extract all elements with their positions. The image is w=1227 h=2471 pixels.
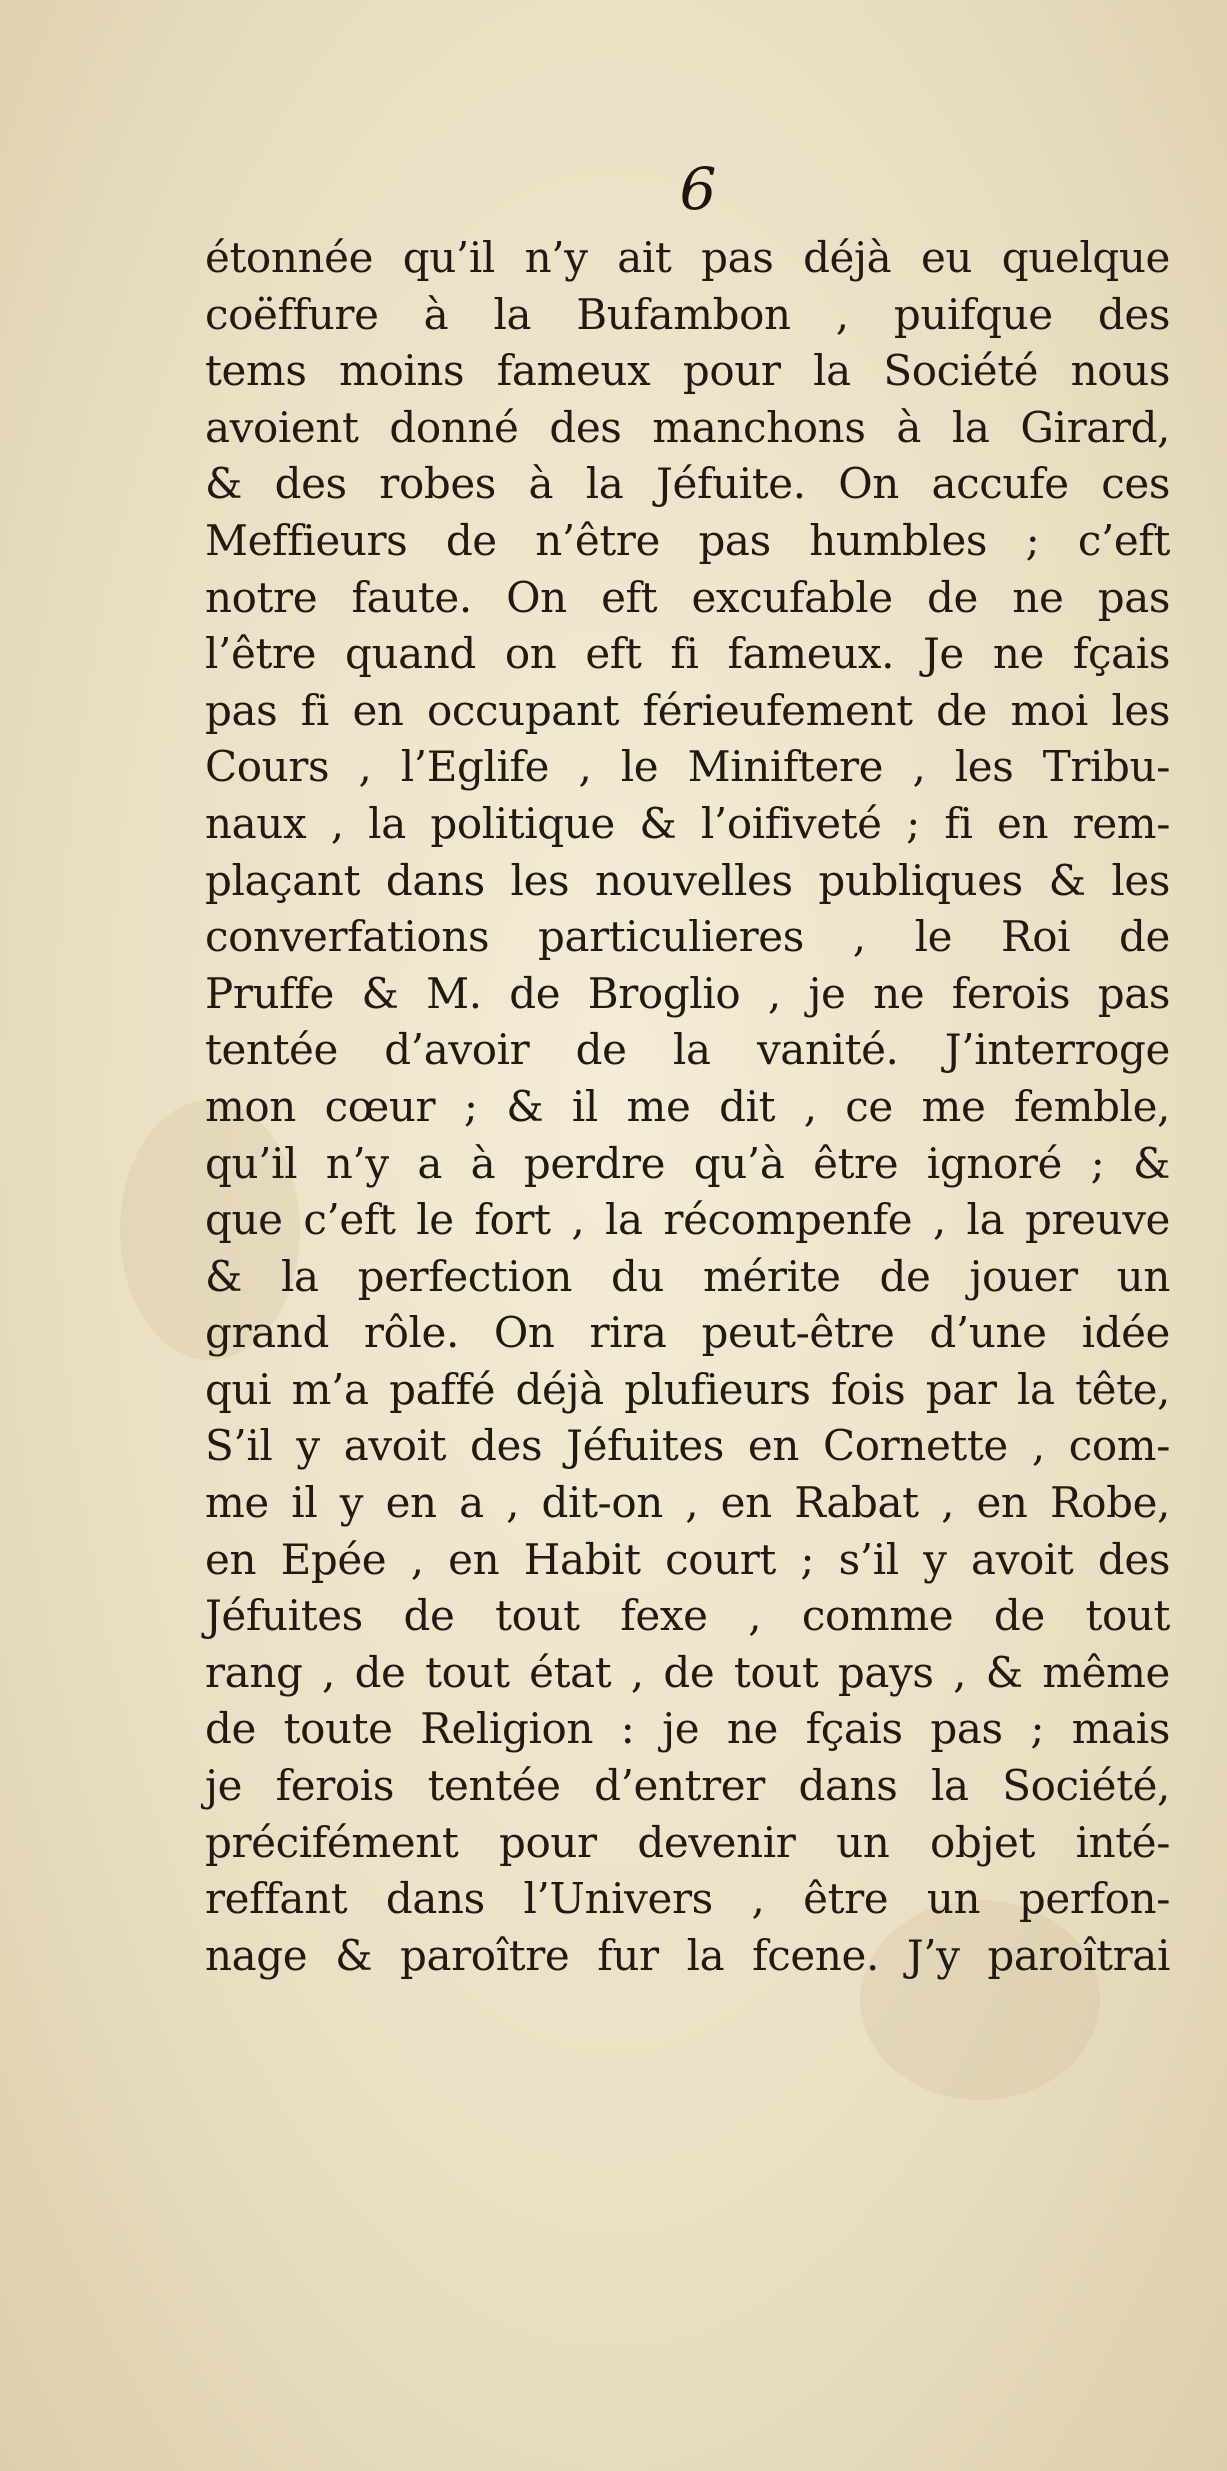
text-line: avoient donné des manchons à la Girard, xyxy=(205,402,1170,452)
text-line: de toute Religion : je ne fçais pas ; mais xyxy=(205,1704,1170,1754)
text-line: Pruffe & M. de Broglio , je ne ferois pas xyxy=(205,968,1170,1018)
text-line: converfations particulieres , le Roi de xyxy=(205,912,1170,962)
text-line: en Epée , en Habit court ; s’il y avoit des xyxy=(205,1534,1170,1584)
text-line: qu’il n’y a à perdre qu’à être ignoré ; & xyxy=(205,1138,1170,1188)
text-line: pas fi en occupant férieufement de moi les xyxy=(205,685,1170,735)
text-line: qui m’a paffé déjà plufieurs fois par la tête, xyxy=(205,1364,1170,1414)
text-line: Jéfuites de tout fexe , comme de tout xyxy=(205,1591,1170,1641)
text-line: Meffieurs de n’être pas humbles ; c’eft xyxy=(205,515,1170,565)
text-line: grand rôle. On rira peut-être d’une idée xyxy=(205,1308,1170,1358)
text-line: que c’eft le fort , la récompenfe , la preuve xyxy=(205,1195,1170,1245)
text-line: plaçant dans les nouvelles publiques & les xyxy=(205,855,1170,905)
text-line: notre faute. On eft excufable de ne pas xyxy=(205,572,1170,622)
body-text xyxy=(205,230,1170,1984)
text-line: me il y en a , dit-on , en Rabat , en Robe, xyxy=(205,1478,1170,1528)
text-line: naux , la politique & l’oifiveté ; fi en rem- xyxy=(205,798,1170,848)
text-line: mon cœur ; & il me dit , ce me femble, xyxy=(205,1081,1170,1131)
text-line: & des robes à la Jéfuite. On accufe ces xyxy=(205,459,1170,509)
text-line: l’être quand on eft fi fameux. Je ne fçais xyxy=(205,629,1170,679)
text-line: reffant dans l’Univers , être un perfon- xyxy=(205,1874,1170,1924)
text-line: nage & paroître fur la fcene. J’y paroîtrai xyxy=(205,1930,1170,1980)
text-line: je ferois tentée d’entrer dans la Société, xyxy=(205,1761,1170,1811)
text-line: rang , de tout état , de tout pays , & même xyxy=(205,1647,1170,1697)
page-number: 6 xyxy=(679,155,717,223)
text-line: étonnée qu’il n’y ait pas déjà eu quelque xyxy=(205,233,1170,282)
text-line: Cours , l’Eglife , le Miniftere , les Tribu- xyxy=(205,742,1170,792)
text-line: S’il y avoit des Jéfuites en Cornette , com- xyxy=(205,1421,1170,1471)
text-line: tentée d’avoir de la vanité. J’interroge xyxy=(205,1025,1170,1075)
text-line: coëffure à la Bufambon , puifque des xyxy=(205,289,1170,339)
text-line: tems moins fameux pour la Société nous xyxy=(205,346,1170,396)
text-line: précifément pour devenir un objet inté- xyxy=(205,1817,1170,1867)
text-line: & la perfection du mérite de jouer un xyxy=(205,1251,1170,1301)
